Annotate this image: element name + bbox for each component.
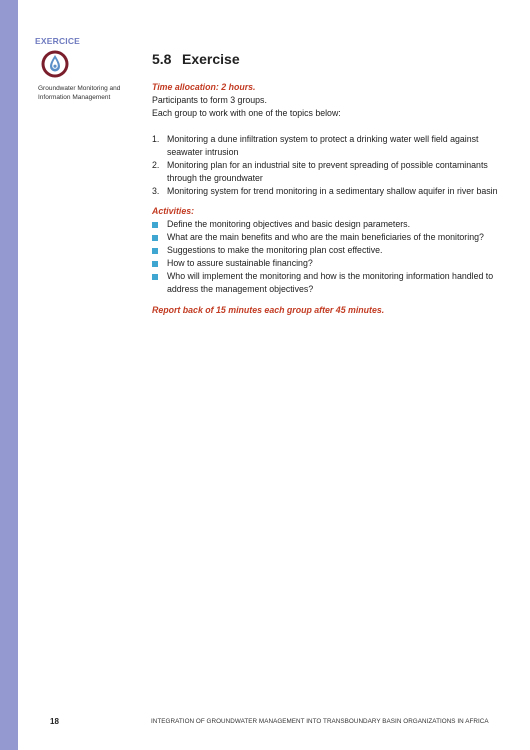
list-item	[152, 133, 502, 159]
activity-text: What are the main benefits and who are the main beneficiaries of the monitoring?	[167, 232, 484, 242]
bullet-square-icon	[152, 261, 158, 267]
main-content	[152, 81, 502, 317]
topic-number: 1.	[152, 134, 160, 144]
module-name: Groundwater Monitoring and Information Management	[38, 85, 121, 101]
topic-text: Monitoring system for trend monitoring in a sedimentary shallow aquifer in river basin	[167, 186, 498, 196]
water-drop-logo-icon	[40, 49, 70, 79]
section-number: 5.8	[152, 51, 172, 67]
list-item	[152, 185, 502, 198]
topic-text: Monitoring plan for an industrial site to prevent spreading of possible contaminants through the groundwater	[167, 160, 488, 183]
bullet-square-icon	[152, 235, 158, 241]
activities-heading: Activities:	[152, 206, 195, 216]
list-item	[152, 218, 502, 231]
time-allocation: Time allocation: 2 hours.	[152, 82, 256, 92]
groups-instruction: Participants to form 3 groups.	[152, 95, 267, 105]
list-item	[152, 231, 502, 244]
bullet-square-icon	[152, 222, 158, 228]
list-item	[152, 257, 502, 270]
activities-list	[152, 218, 502, 296]
section-title-text: Exercise	[182, 51, 240, 67]
topic-number: 3.	[152, 186, 160, 196]
page-number: 18	[50, 717, 59, 726]
list-item	[152, 244, 502, 257]
footer-text: INTEGRATION OF GROUNDWATER MANAGEMENT INTO TRANSBOUNDARY BASIN ORGANIZATIONS IN AFRICA	[151, 718, 489, 725]
topic-number: 2.	[152, 160, 160, 170]
exercise-tag: EXERCICE	[35, 36, 81, 46]
activity-text: Suggestions to make the monitoring plan cost effective.	[167, 245, 383, 255]
bullet-square-icon	[152, 248, 158, 254]
topics-list	[152, 133, 502, 198]
topic-text: Monitoring a dune infiltration system to protect a drinking water well field against seawater intrusion	[167, 134, 479, 157]
report-instruction: Report back of 15 minutes each group after 45 minutes.	[152, 305, 385, 315]
activity-text: Define the monitoring objectives and basic design parameters.	[167, 219, 411, 229]
left-margin-bar	[0, 0, 18, 750]
list-item	[152, 270, 502, 296]
list-item	[152, 159, 502, 185]
topics-instruction: Each group to work with one of the topics below:	[152, 108, 341, 118]
bullet-square-icon	[152, 274, 158, 280]
section-title	[152, 51, 240, 67]
activity-text: Who will implement the monitoring and how is the monitoring information handled to address the management objectives?	[167, 271, 494, 294]
activity-text: How to assure sustainable financing?	[167, 258, 313, 268]
